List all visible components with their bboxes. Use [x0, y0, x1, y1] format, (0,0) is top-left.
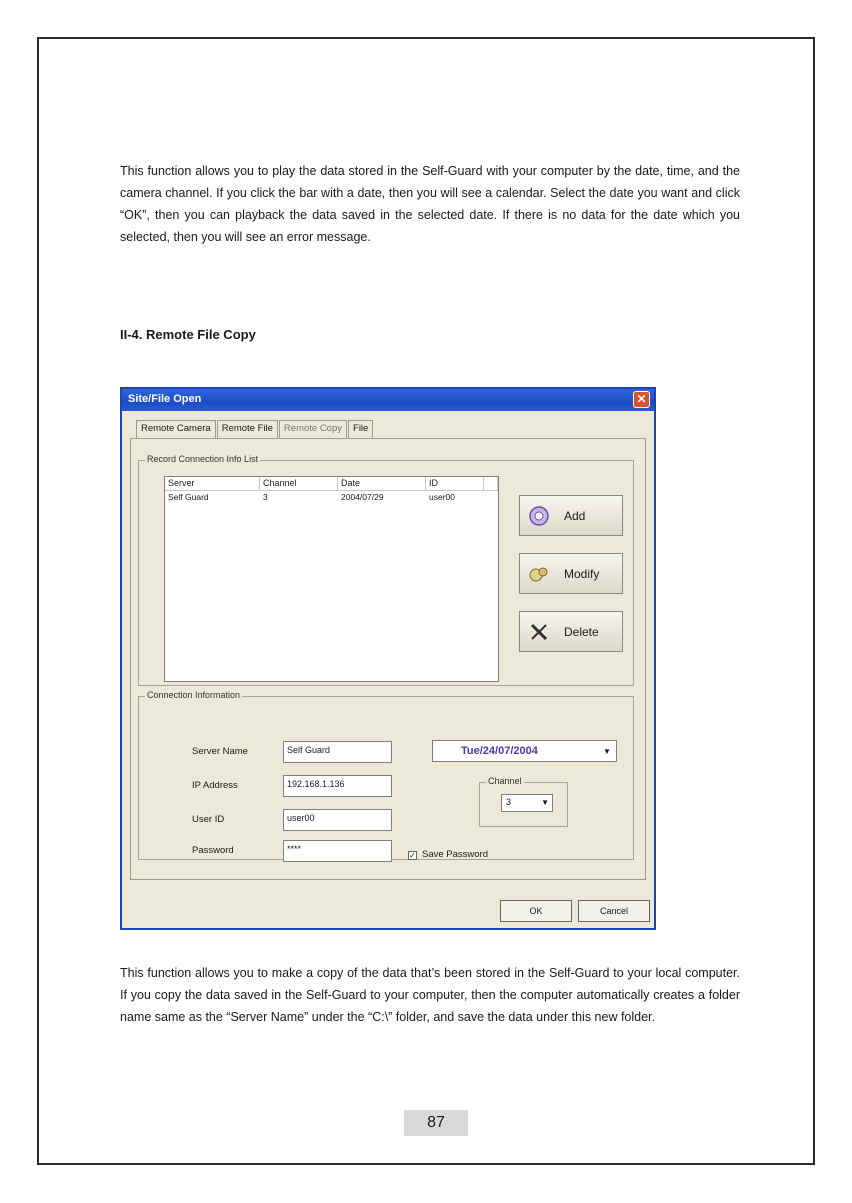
dialog-title: Site/File Open — [128, 393, 202, 405]
tab-remote-file[interactable]: Remote File — [217, 420, 278, 439]
tab-remote-camera[interactable]: Remote Camera — [136, 420, 216, 439]
channel-value: 3 — [506, 797, 512, 807]
password-field[interactable]: **** — [283, 840, 392, 862]
copy-description-paragraph: This function allows you to make a copy of the data that’s been stored in the Self-Guard to your local computer. If you copy the data saved in the Self-Guard to your computer, then the computer automatically creates a folder name same as the “Server Name” under the “C:\” folder, and save the data under this new folder. — [120, 966, 740, 1024]
cell-server: Self Guard — [168, 492, 209, 502]
date-value: Tue/24/07/2004 — [461, 745, 538, 757]
ok-button[interactable]: OK — [500, 900, 572, 922]
delete-icon — [528, 621, 550, 643]
close-button[interactable] — [633, 391, 650, 408]
cell-date: 2004/07/29 — [341, 492, 384, 502]
chevron-down-icon: ▼ — [541, 798, 549, 807]
ip-address-label: IP Address — [192, 780, 238, 791]
column-header-server[interactable]: Server — [165, 477, 260, 490]
record-list[interactable] — [164, 476, 499, 682]
intro-paragraph: This function allows you to play the data stored in the Self-Guard with your computer by the date, time, and the camera channel. If you click the bar with a date, then you will see a calendar. Select the date you want and click “OK”, then you can playback the data saved in the selected date. If there is no data for the date which you selected, then you will see an error message. — [120, 164, 740, 244]
delete-button[interactable] — [519, 611, 623, 652]
server-name-label: Server Name — [192, 746, 248, 757]
channel-group-label: Channel — [488, 776, 522, 786]
list-header — [165, 477, 498, 491]
column-header-id[interactable]: ID — [426, 477, 484, 490]
connection-group-label: Connection Information — [147, 690, 241, 700]
tab-strip — [136, 420, 374, 438]
delete-button-label: Delete — [564, 624, 599, 639]
modify-button-label: Modify — [564, 566, 600, 581]
user-id-label: User ID — [192, 814, 225, 825]
add-button[interactable] — [519, 495, 623, 536]
user-id-field[interactable]: user00 — [283, 809, 392, 831]
add-icon — [528, 505, 550, 527]
column-header-date[interactable]: Date — [338, 477, 426, 490]
page-number: 87 — [404, 1110, 468, 1136]
cell-channel: 3 — [263, 492, 268, 502]
save-password-checkbox[interactable]: ✓ — [409, 851, 416, 860]
add-button-label: Add — [564, 508, 586, 523]
chevron-down-icon: ▼ — [603, 746, 611, 756]
close-icon: ✕ — [636, 392, 647, 406]
record-group-label: Record Connection Info List — [147, 454, 259, 464]
dialog-titlebar — [122, 389, 654, 411]
server-name-field[interactable]: Self Guard — [283, 741, 392, 763]
ip-address-field[interactable]: 192.168.1.136 — [283, 775, 392, 797]
table-row[interactable] — [165, 491, 498, 503]
password-label: Password — [192, 845, 234, 856]
tab-remote-copy[interactable]: Remote Copy — [279, 420, 347, 439]
date-select[interactable] — [432, 740, 617, 762]
modify-button[interactable] — [519, 553, 623, 594]
site-file-open-dialog — [120, 387, 656, 930]
modify-icon — [528, 563, 550, 585]
tab-file[interactable]: File — [348, 420, 373, 439]
section-heading: II-4. Remote File Copy — [120, 327, 256, 342]
cell-id: user00 — [429, 492, 455, 502]
column-header-extra[interactable] — [484, 477, 498, 490]
channel-select[interactable] — [501, 794, 553, 812]
column-header-channel[interactable]: Channel — [260, 477, 338, 490]
save-password-label: Save Password — [422, 849, 489, 860]
cancel-button[interactable]: Cancel — [578, 900, 650, 922]
